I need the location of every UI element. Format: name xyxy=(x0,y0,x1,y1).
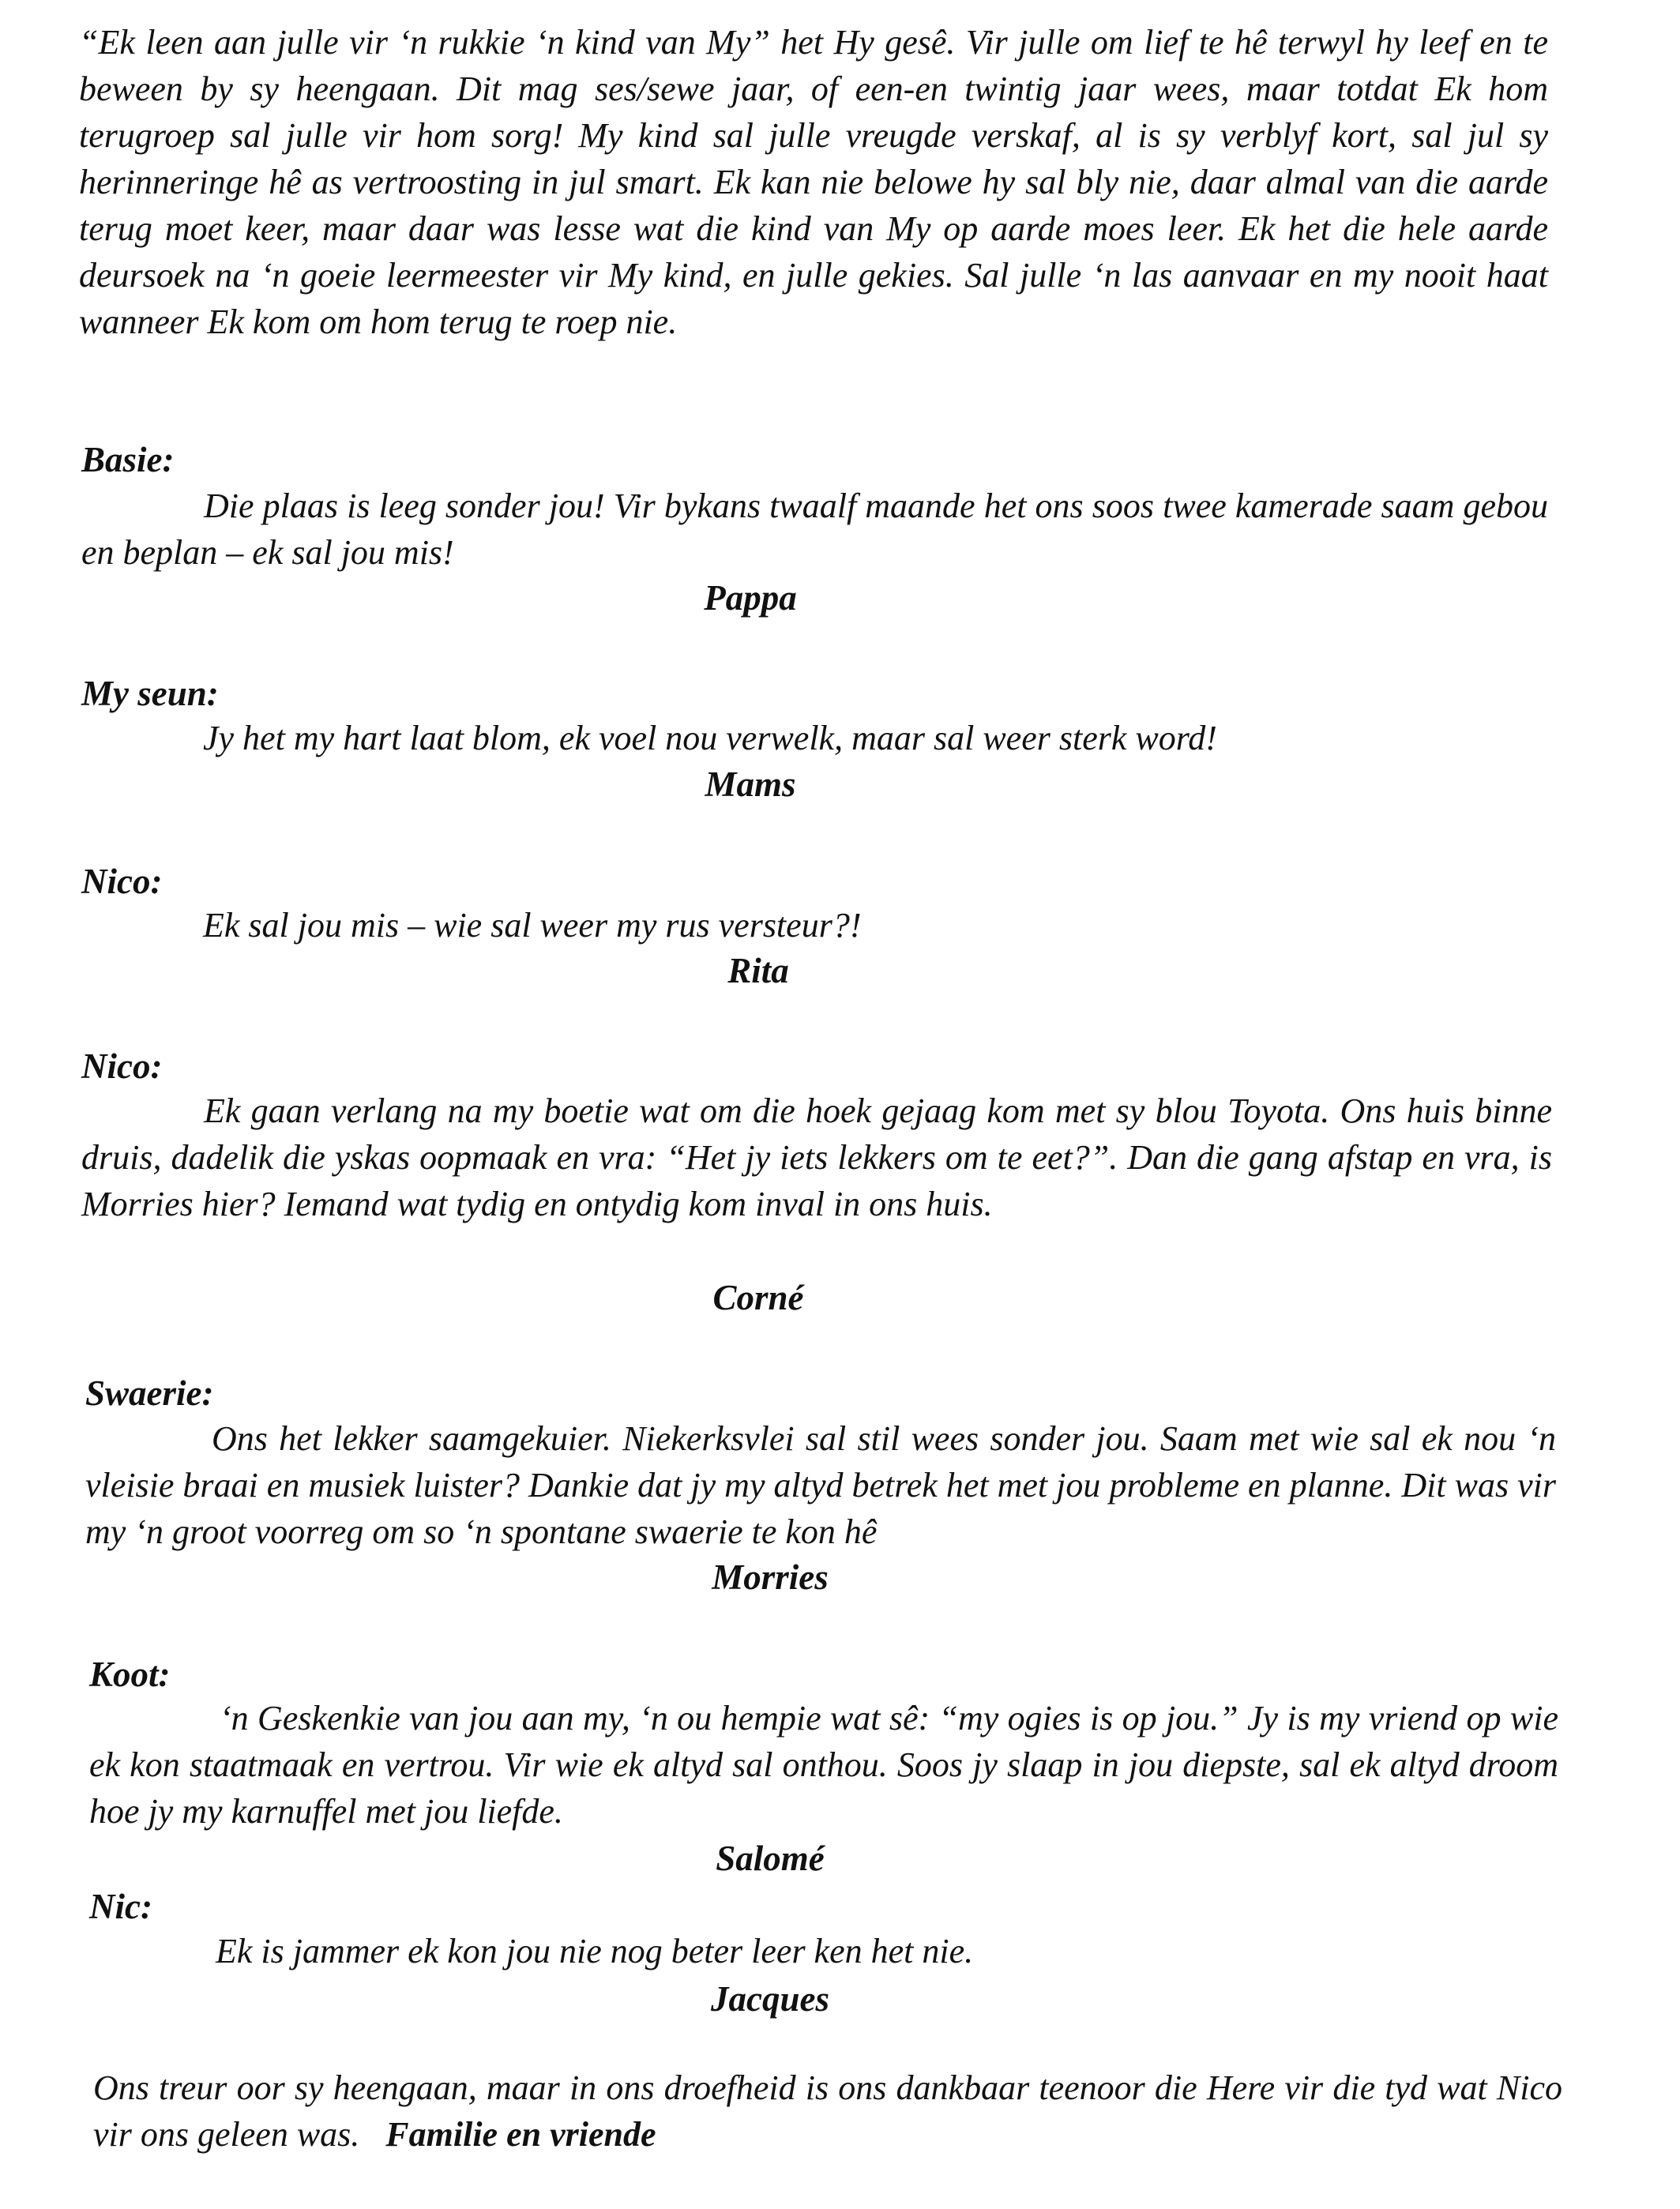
tribute-message: Ek gaan verlang na my boetie wat om die hoek gejaag kom met sy blou Toyota. Ons huis binne druis, dadelik die yskas oopmaak en vra: “Het jy iets lekkers om te eet?”. Dan die gang afstap en vra, is Morries hier? Iemand wat tydig en ontydig kom inval in ons huis. xyxy=(81,1091,1552,1223)
tribute-message: ‘n Geskenkie van jou aan my, ‘n ou hempie wat sê: “my ogies is op jou.” Jy is my vriend op wie ek kon staatmaak en vertrou. Vir wie ek altyd sal onthou. Soos jy slaap in jou diepste, sal ek altyd droom hoe jy my karnuffel met jou liefde. xyxy=(89,1699,1558,1831)
tribute-signature: Morries xyxy=(712,1557,829,1597)
tribute-message: Ons het lekker saamgekuier. Niekerksvlei sal stil wees sonder jou. Saam met wie sal ek nou ‘n vleisie braai en musiek luister? Dankie dat jy my altyd betrek het met jou probleme en planne. Dit was vir my ‘n groot voorreg om so ‘n spontane swaerie te kon hê xyxy=(85,1419,1556,1551)
tribute-address: Nic: xyxy=(89,1887,152,1926)
closing-signature: Familie en vriende xyxy=(385,2115,656,2154)
tribute-address: Swaerie: xyxy=(85,1373,214,1413)
intro-paragraph: “Ek leen aan julle vir ‘n rukkie ‘n kind van My” het Hy gesê. Vir julle om lief te hê terwyl hy leef en te beween by sy heengaan. Dit mag ses/sewe jaar, of een-en twintig jaar wees, maar totdat Ek hom terugroep sal julle vir hom sorg! My kind sal julle vreugde verskaf, al is sy verblyf kort, sal jul sy herinneringe hê as vertroosting in jul smart. Ek kan nie belowe hy sal bly nie, daar almal van die aarde terug moet keer, maar daar was lesse wat die kind van My op aarde moes leer. Ek het die hele aarde deursoek na ‘n goeie leermeester vir My kind, en julle gekies. Sal julle ‘n las aanvaar en my nooit haat wanneer Ek kom om hom terug te roep nie. xyxy=(79,23,1548,341)
tribute-address: My seun: xyxy=(81,674,219,713)
closing-paragraph xyxy=(93,2064,1562,2158)
tribute-message: Die plaas is leeg sonder jou! Vir bykans twaalf maande het ons soos twee kamerade saam gebou en beplan – ek sal jou mis! xyxy=(81,487,1548,572)
tribute-address: Nico: xyxy=(81,1046,163,1086)
tribute-address: Basie: xyxy=(81,440,175,479)
tribute-signature: Salomé xyxy=(716,1839,825,1878)
tribute-signature: Rita xyxy=(727,951,789,990)
tribute-signature: Mams xyxy=(705,765,796,804)
tribute-address: Nico: xyxy=(81,862,163,901)
tribute-message: Ek sal jou mis – wie sal weer my rus versteur?! xyxy=(203,906,862,945)
tribute-address: Koot: xyxy=(89,1655,171,1694)
tribute-signature: Corné xyxy=(712,1278,804,1317)
tribute-signature: Pappa xyxy=(704,578,797,618)
closing-text: Ons treur oor sy heengaan, maar in ons droefheid is ons dankbaar teenoor die Here vir die tyd wat Nico vir ons geleen was. xyxy=(93,2068,1562,2154)
tribute-signature: Jacques xyxy=(711,1979,829,2019)
tribute-message: Jy het my hart laat blom, ek voel nou verwelk, maar sal weer sterk word! xyxy=(203,719,1217,757)
tribute-message: Ek is jammer ek kon jou nie nog beter leer ken het nie. xyxy=(216,1932,974,1970)
